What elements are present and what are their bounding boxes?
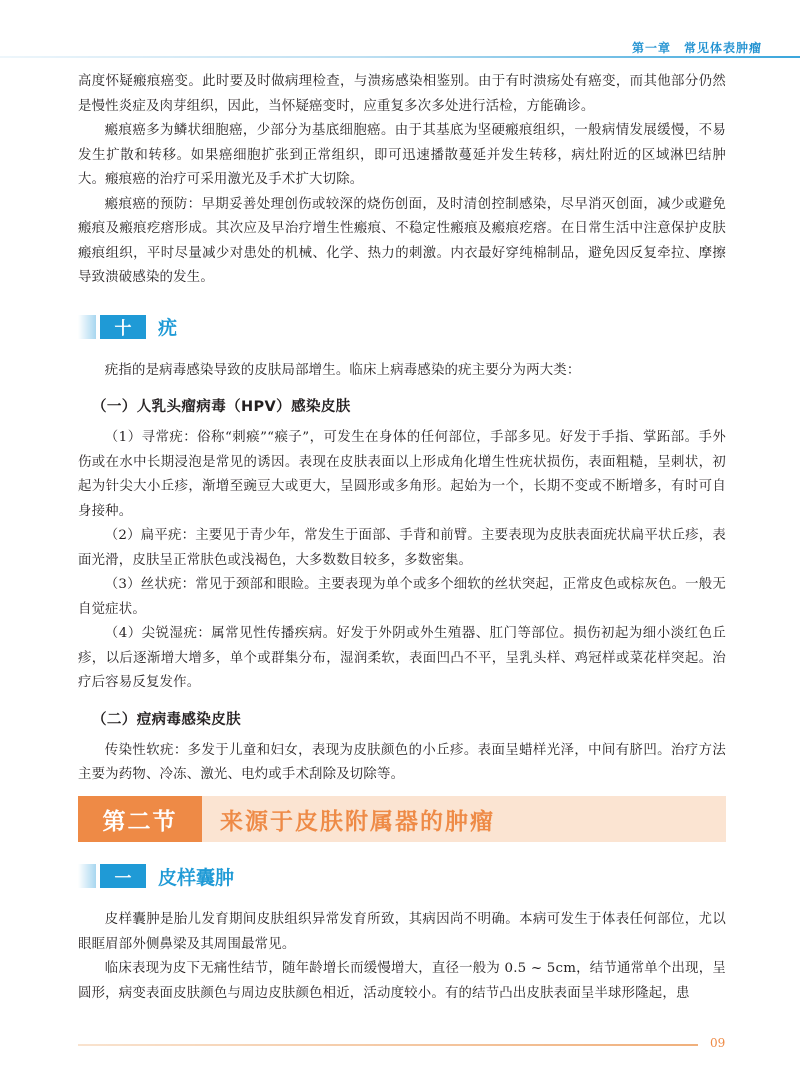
chapter-title: 第一章 常见体表肿瘤	[631, 41, 762, 55]
section-title: 皮样囊肿	[158, 866, 235, 889]
section-number: 一	[100, 864, 146, 888]
paragraph: 高度怀疑瘢痕癌变。此时要及时做病理检查，与溃疡感染相鉴别。由于有时溃疡处有癌变，而其他部分仍然是慢性炎症及肉芽组织，因此，当怀疑癌变时，应重复多次多处进行活检，方能确诊。	[78, 74, 726, 114]
paragraph: 皮样囊肿是胎儿发育期间皮肤组织异常发育所致，其病因尚不明确。本病可发生于体表任何部位，尤以眼眶眉部外侧鼻梁及其周围最常见。	[78, 912, 726, 952]
section-heading	[78, 313, 726, 341]
section-title: 疣	[158, 317, 178, 339]
list-item: （2）扁平疣：主要见于青少年，常发生于面部、手背和前臂。主要表现为皮肤表面疣状扁平状丘疹，表面光滑，皮肤呈正常肤色或浅褐色，大多数数目较多，多数密集。	[78, 528, 726, 568]
paragraph: 临床表现为皮下无痛性结节，随年龄增长而缓慢增大，直径一般为 0.5 ~ 5cm，结节通常单个出现，呈圆形，病变表面皮肤颜色与周边皮肤颜色相近，活动度较小。有的结节凸出皮肤表面呈半球形隆起，患	[78, 961, 726, 1001]
subsection-heading: （二）痘病毒感染皮肤	[92, 711, 241, 728]
section-content	[78, 862, 726, 1006]
section-banner	[78, 796, 726, 842]
paragraph: 瘢痕癌多为鳞状细胞癌，少部分为基底细胞癌。由于其基底为坚硬瘢痕组织，一般病情发展缓慢，不易发生扩散和转移。如果癌细胞扩张到正常组织，即可迅速播散蔓延并发生转移，病灶附近的区域淋巴结肿大。瘢痕癌的治疗可采用激光及手术扩大切除。	[78, 123, 726, 187]
paragraph: 传染性软疣：多发于儿童和妇女，表现为皮肤颜色的小丘疹。表面呈蜡样光泽，中间有脐凹。治疗方法主要为药物、冷冻、激光、电灼或手术刮除及切除等。	[78, 742, 726, 782]
list-item: （3）丝状疣：常见于颈部和眼睑。主要表现为单个或多个细软的丝状突起，正常皮色或棕灰色。一般无自觉症状。	[78, 577, 726, 617]
list-item: （4）尖锐湿疣：属常见性传播疾病。好发于外阴或外生殖器、肛门等部位。损伤初起为细小淡红色丘疹，以后逐渐增大增多，单个或群集分布，湿润柔软，表面凹凸不平，呈乳头样、鸡冠样或菜花样突起。治疗后容易反复发作。	[78, 626, 726, 690]
subsection-heading: （一）人乳头瘤病毒（HPV）感染皮肤	[92, 399, 351, 415]
paragraph: 疣指的是病毒感染导致的皮肤局部增生。临床上病毒感染的疣主要分为两大类：	[104, 362, 581, 378]
banner-number: 第二节	[78, 796, 202, 842]
section-heading	[78, 862, 726, 890]
paragraph: 瘢痕癌的预防：早期妥善处理创伤或较深的烧伤创面，及时清创控制感染，尽早消灭创面，减少或避免瘢痕及瘢痕疙瘩形成。其次应及早治疗增生性瘢痕、不稳定性瘢痕及瘢痕疙瘩。在日常生活中注意保护皮肤瘢痕组织，平时尽量减少对患处的机械、化学、热力的刺激。内衣最好穿纯棉制品，避免因反复牵拉、摩擦导致溃破感染的发生。	[78, 196, 726, 285]
footer	[78, 1036, 800, 1054]
list-item: （1）寻常疣：俗称“刺瘊”“瘊子”，可发生在身体的任何部位，手部多见。好发于手指、掌跖部。手外伤或在水中长期浸泡是常见的诱因。表现在皮肤表面以上形成角化增生性疣状损伤，表面粗糙，呈刺状，初起为针尖大小丘疹，渐增至豌豆大或更大，呈圆形或多角形。起始为一个，长期不变或不断增多，有时可自身接种。	[78, 430, 726, 519]
main-content	[78, 70, 726, 788]
footer-line	[78, 1044, 698, 1046]
page-number: 09	[710, 1036, 726, 1050]
banner-title: 来源于皮肤附属器的肿瘤	[202, 796, 726, 842]
section-number: 十	[100, 315, 146, 339]
header-line	[0, 56, 800, 58]
